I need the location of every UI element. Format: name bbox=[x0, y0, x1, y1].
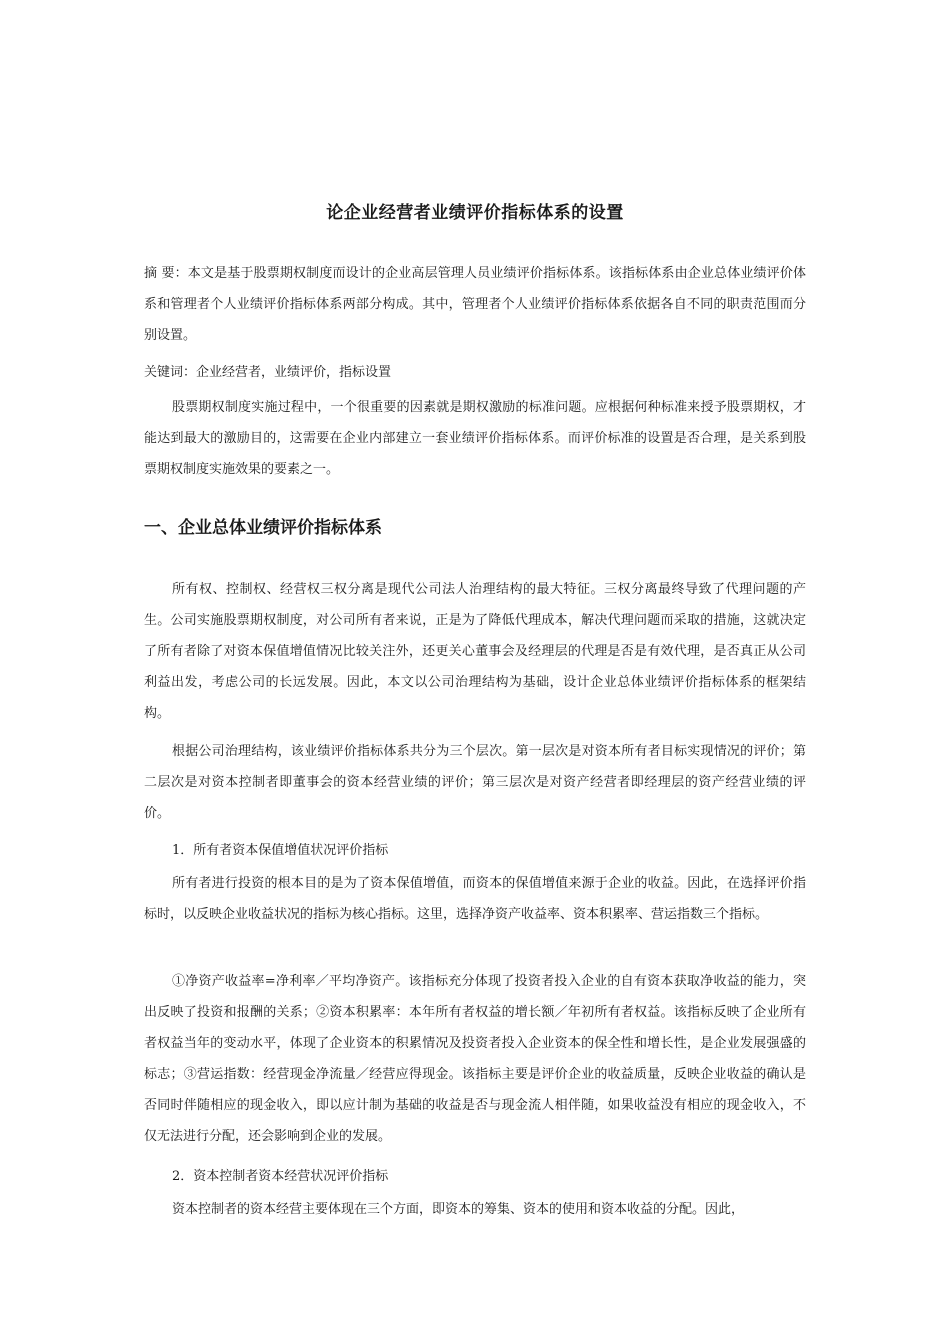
intro-paragraph: 股票期权制度实施过程中，一个很重要的因素就是期权激励的标准问题。应根据何种标准来授予股票期权，才能达到最大的激励目的，这需要在企业内部建立一套业绩评价指标体系。而评价标准的设置是否合理，是关系到股票期权制度实施效果的要素之一。 bbox=[144, 400, 806, 477]
body-paragraph-5: 资本控制者的资本经营主要体现在三个方面，即资本的筹集、资本的使用和资本收益的分配。因此， bbox=[172, 1202, 745, 1217]
keywords-line: 关键词：企业经营者，业绩评价，指标设置 bbox=[144, 365, 392, 380]
body-paragraph-4: ①净资产收益率=净利率／平均净资产。该指标充分体现了投资者投入企业的自有资本获取净收益的能力，突出反映了投资和报酬的关系；②资本积累率：本年所有者权益的增长额／年初所有者权益。该指标反映了企业所有者权益当年的变动水平，体现了企业资本的积累情况及投资者投入企业资本的保全性和增长性，是企业发展强盛的标志；③营运指数：经营现金净流量／经营应得现金。该指标主要是评价企业的收益质量，反映企业收益的确认是否同时伴随相应的现金收入，即以应计制为基础的收益是否与现金流人相伴随，如果收益没有相应的现金收入，不仅无法进行分配，还会影响到企业的发展。 bbox=[144, 974, 806, 1144]
body-paragraph-3: 所有者进行投资的根本目的是为了资本保值增值，而资本的保值增值来源于企业的收益。因此，在选择评价指标时，以反映企业收益状况的指标为核心指标。这里，选择净资产收益率、资本积累率、营运指数三个指标。 bbox=[144, 876, 806, 922]
body-paragraph-2: 根据公司治理结构，该业绩评价指标体系共分为三个层次。第一层次是对资本所有者目标实现情况的评价；第二层次是对资本控制者即董事会的资本经营业绩的评价；第三层次是对资产经营者即经理层的资产经营业绩的评价。 bbox=[144, 744, 806, 821]
abstract-paragraph: 摘 要：本文是基于股票期权制度而设计的企业高层管理人员业绩评价指标体系。该指标体系由企业总体业绩评价体系和管理者个人业绩评价指标体系两部分构成。其中，管理者个人业绩评价指标体系依据各自不同的职责范围而分别设置。 bbox=[144, 266, 806, 343]
body-paragraph-1: 所有权、控制权、经营权三权分离是现代公司法人治理结构的最大特征。三权分离最终导致了代理问题的产生。公司实施股票期权制度，对公司所有者来说，正是为了降低代理成本，解决代理问题而采取的措施，这就决定了所有者除了对资本保值增值情况比较关注外，还更关心董事会及经理层的代理是否是有效代理，是否真正从公司利益出发，考虑公司的长远发展。因此，本文以公司治理结构为基础，设计企业总体业绩评价指标体系的框架结构。 bbox=[144, 582, 806, 721]
subsection-heading-2: 2．资本控制者资本经营状况评价指标 bbox=[172, 1169, 389, 1184]
section-heading-1: 一、企业总体业绩评价指标体系 bbox=[144, 518, 382, 538]
subsection-heading-1: 1．所有者资本保值增值状况评价指标 bbox=[172, 843, 389, 858]
document-title: 论企业经营者业绩评价指标体系的设置 bbox=[326, 203, 624, 223]
